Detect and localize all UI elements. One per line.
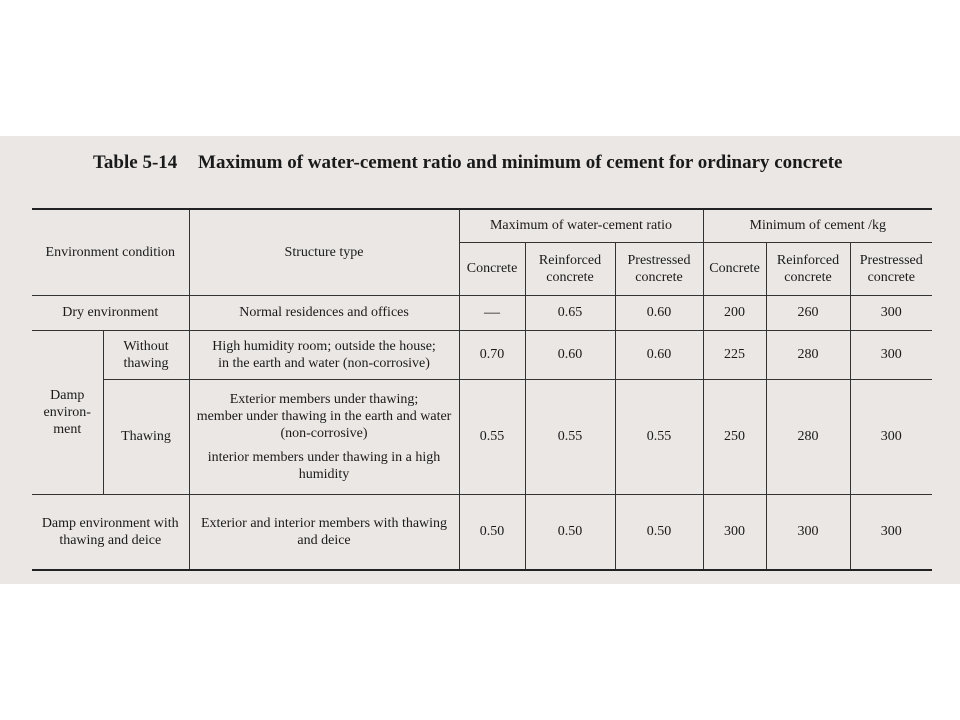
structure-without-thawing — [189, 331, 459, 380]
structure-line: interior members under thawing in a high humidity — [207, 449, 441, 482]
value-cell: 0.60 — [525, 331, 615, 380]
value-cell: 0.60 — [615, 296, 703, 331]
env-deice: Damp environment with thawing and deice — [32, 495, 189, 571]
value-cell: 0.55 — [525, 380, 615, 495]
table-row — [32, 296, 932, 331]
table-row — [32, 495, 932, 571]
header-structure-type: Structure type — [189, 209, 459, 296]
sub-env-without-thawing: Without thawing — [103, 331, 189, 380]
subheader-cement-concrete: Concrete — [703, 243, 766, 296]
value-cell: 0.55 — [615, 380, 703, 495]
value-cell: 300 — [703, 495, 766, 571]
table-row — [32, 331, 932, 380]
structure-thawing — [189, 380, 459, 495]
structure-line: member under thawing in the earth and water (non-corrosive) — [196, 409, 452, 442]
value-cell: 260 — [766, 296, 850, 331]
structure-line: in the earth and water (non-corrosive) — [218, 356, 430, 371]
header-environment-condition: Environment condition — [32, 209, 189, 296]
subheader-wc-prestressed: Prestressed concrete — [615, 243, 703, 296]
value-cell: 0.50 — [525, 495, 615, 571]
value-cell: 0.70 — [459, 331, 525, 380]
sub-env-thawing: Thawing — [103, 380, 189, 495]
subheader-wc-concrete: Concrete — [459, 243, 525, 296]
value-cell: 300 — [850, 296, 932, 331]
value-cell: 250 — [703, 380, 766, 495]
subheader-cement-prestressed: Prestressed concrete — [850, 243, 932, 296]
value-cell: 0.50 — [459, 495, 525, 571]
table-row — [32, 380, 932, 495]
value-cell: 300 — [850, 380, 932, 495]
subheader-wc-reinforced: Reinforced concrete — [525, 243, 615, 296]
structure-dry: Normal residences and offices — [189, 296, 459, 331]
structure-line: High humidity room; outside the house; — [212, 338, 436, 354]
value-cell: 300 — [850, 495, 932, 571]
value-cell: 280 — [766, 331, 850, 380]
value-cell: 300 — [766, 495, 850, 571]
concrete-requirements-table — [32, 208, 932, 571]
table-title: Maximum of water-cement ratio and minimum of cement for ordinary concrete — [198, 152, 843, 173]
table-caption — [93, 152, 913, 174]
table-number: Table 5-14 — [93, 152, 178, 173]
value-cell: — — [459, 296, 525, 331]
value-cell: 300 — [850, 331, 932, 380]
subheader-cement-reinforced: Reinforced concrete — [766, 243, 850, 296]
value-cell: 225 — [703, 331, 766, 380]
header-max-wc-ratio: Maximum of water-cement ratio — [459, 209, 703, 243]
env-damp: Damp environ- ment — [32, 331, 103, 495]
value-cell: 0.55 — [459, 380, 525, 495]
structure-line: Exterior members under thawing; — [229, 392, 419, 408]
structure-deice: Exterior and interior members with thawing and deice — [189, 495, 459, 571]
value-cell: 0.50 — [615, 495, 703, 571]
value-cell: 280 — [766, 380, 850, 495]
env-dry: Dry environment — [32, 296, 189, 331]
value-cell: 200 — [703, 296, 766, 331]
value-cell: 0.60 — [615, 331, 703, 380]
value-cell: 0.65 — [525, 296, 615, 331]
header-min-cement: Minimum of cement /kg — [703, 209, 932, 243]
